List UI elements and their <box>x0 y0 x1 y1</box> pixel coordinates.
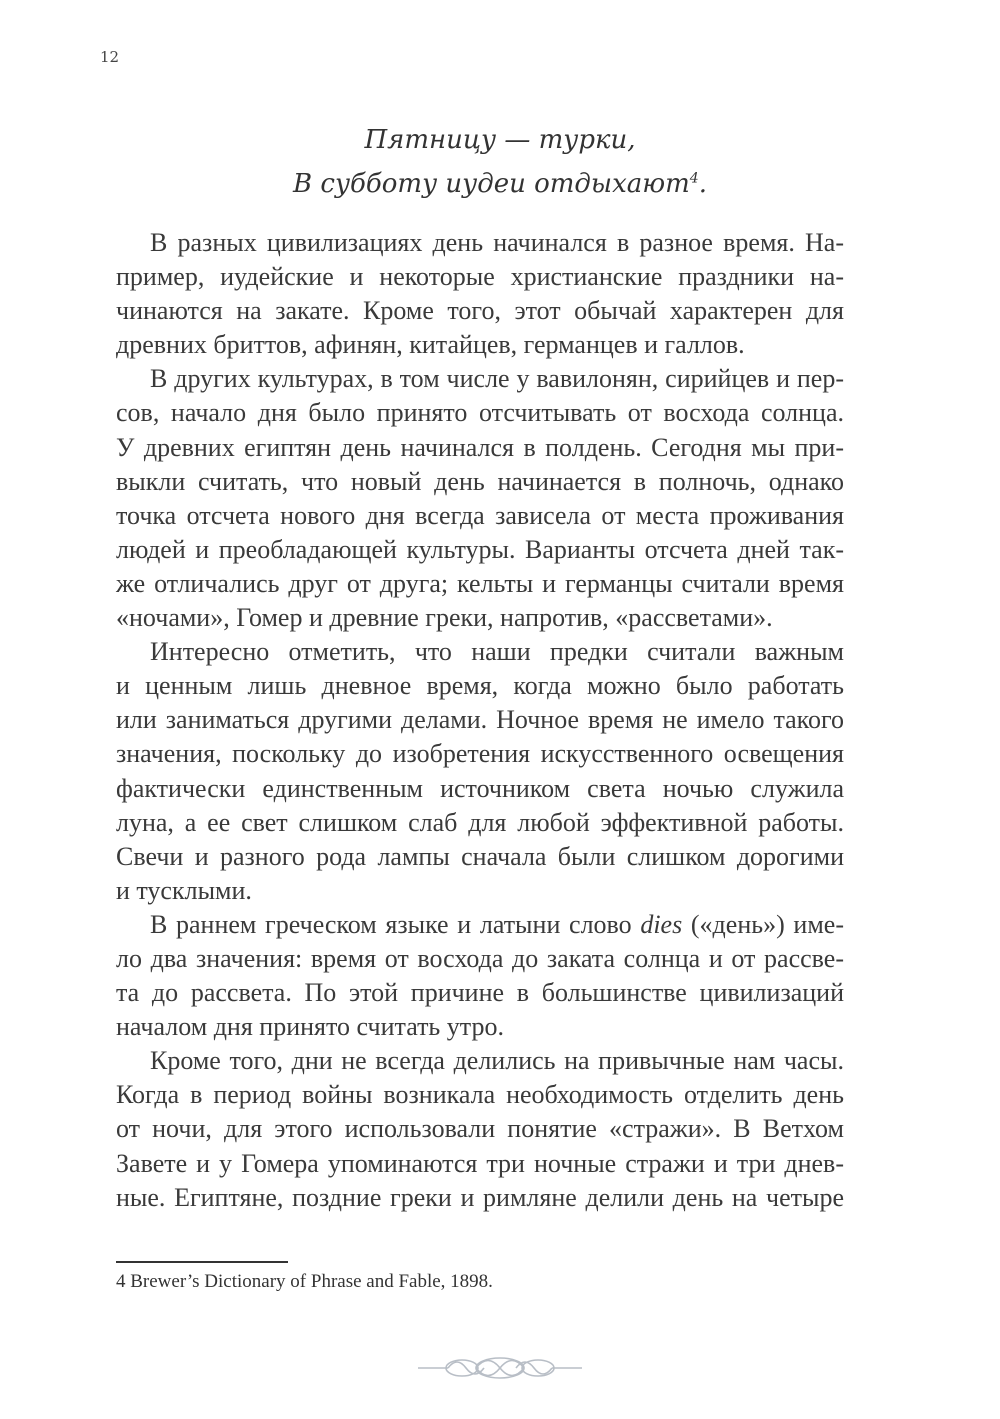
text-line: В разных цивилизациях день начинался в разное время. На- <box>150 228 844 257</box>
text-line: пример, иудейские и некоторые христианские праздники на- <box>116 262 844 292</box>
paragraph-5 <box>116 1044 844 1214</box>
text-line: Завете и у Гомера упоминаются три ночные стражи и три днев- <box>116 1148 844 1178</box>
text-line: и ценным лишь дневное время, когда можно было работать <box>116 671 844 701</box>
text-line: от ночи, для этого использовали понятие «стражи». В Ветхом <box>116 1114 844 1144</box>
epigraph-line-1: Пятницу — турки, <box>364 125 636 155</box>
text-line: и тусклыми. <box>116 875 252 905</box>
text-line: ло два значения: время от восхода до заката солнца и от рассве- <box>116 943 844 973</box>
text-line: людей и преобладающей культуры. Варианты отсчета дней так- <box>116 534 844 564</box>
footnote-reference[interactable]: 4 <box>689 170 699 187</box>
text-line: же отличались друг от друга; кельты и германцы считали время <box>116 568 844 598</box>
text-line: У древних египтян день начинался в полдень. Сегодня мы при- <box>116 432 844 462</box>
text-line: В других культурах, в том числе у вавилонян, сирийцев и пер- <box>150 364 844 394</box>
epigraph-line-2 <box>110 162 890 206</box>
text-run: («день») име- <box>682 909 844 939</box>
text-line: та до рассвета. По этой причине в большинстве цивилизаций <box>116 978 844 1008</box>
text-run: В раннем греческом языке и латыни слово <box>150 909 641 939</box>
text-line: или заниматься другими делами. Ночное время не имело такого <box>116 705 844 735</box>
text-line: луна, а ее свет слишком слаб для любой эффективной работы. <box>116 807 844 837</box>
text-line: сов, начало дня было принято отсчитывать от восхода солнца. <box>116 398 844 428</box>
celtic-knot-ornament-icon <box>418 1356 582 1380</box>
text-line: точка отсчета нового дня всегда зависела от места проживания <box>116 500 844 530</box>
text-line: Интересно отметить, что наши предки считали важным <box>150 637 844 667</box>
text-line: «ночами», Гомер и древние греки, напротив, «рассветами». <box>116 603 773 633</box>
text-line: древних бриттов, афинян, китайцев, германцев и галлов. <box>116 330 745 360</box>
text-line <box>116 908 844 942</box>
paragraph-1 <box>116 226 844 362</box>
footnote-divider <box>116 1261 288 1263</box>
epigraph-line-2-end: . <box>698 169 707 199</box>
paragraph-4 <box>116 908 844 1044</box>
text-line: чинаются на закате. Кроме того, этот обычай характерен для <box>116 296 844 326</box>
text-line: Когда в период войны возникала необходимость отделить день <box>116 1080 844 1110</box>
text-line: выкли считать, что новый день начинается в полночь, однако <box>116 466 844 496</box>
text-line: значения, поскольку до изобретения искусственного освещения <box>116 739 844 769</box>
text-line: фактически единственным источником света ночью служила <box>116 773 844 803</box>
epigraph <box>110 118 890 206</box>
latin-word-dies: dies <box>640 909 683 939</box>
text-line: ные. Египтяне, поздние греки и римляне делили день на четыре <box>116 1182 844 1212</box>
text-line: началом дня принято считать утро. <box>116 1012 504 1042</box>
paragraph-2 <box>116 362 844 635</box>
page-number: 12 <box>100 48 120 66</box>
epigraph-line-2-text: В субботу иудеи отдыхают <box>293 169 690 199</box>
paragraph-3 <box>116 635 844 908</box>
text-line: Свечи и разного рода лампы сначала были слишком дорогими <box>116 841 844 871</box>
footnote: 4 Brewer’s Dictionary of Phrase and Fable, 1898. <box>116 1271 493 1292</box>
body-text <box>116 226 844 1215</box>
text-line: Кроме того, дни не всегда делились на привычные нам часы. <box>150 1046 844 1076</box>
